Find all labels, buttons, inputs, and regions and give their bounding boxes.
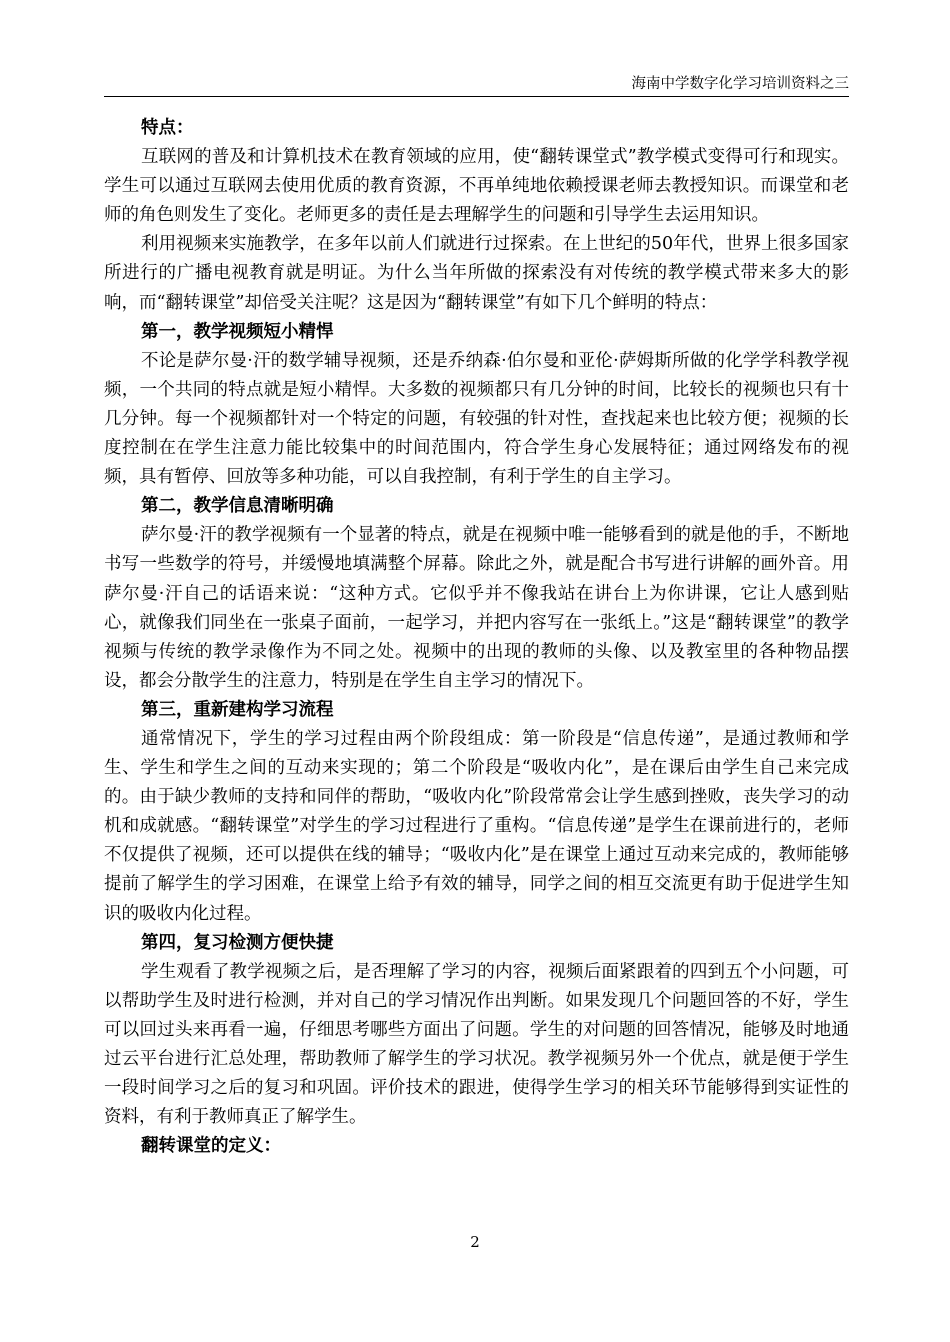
paragraph-fourth: 学生观看了教学视频之后，是否理解了学习的内容，视频后面紧跟着的四到五个小问题，可以帮助学生及时进行检测，并对自己的学习情况作出判断。如果发现几个问题回答的不好，学生可以回过头来再看一遍，仔细思考哪些方面出了问题。学生的对问题的回答情况，能够及时地通过云平台进行汇总处理，帮助教师了解学生的学习状况。教学视频另外一个优点，就是便于学生一段时间学习之后的复习和巩固。评价技术的跟进，使得学生学习的相关环节能够得到实证性的资料，有利于教师真正了解学生。 <box>104 961 849 1128</box>
section-heading-definition: 翻转课堂的定义： <box>141 1136 281 1157</box>
paragraph-first: 不论是萨尔曼·汗的数学辅导视频，还是乔纳森·伯尔曼和亚伦·萨姆斯所做的化学学科教学视频，一个共同的特点就是短小精悍。大多数的视频都只有几分钟的时间，比较长的视频也只有十几分钟。每一个视频都针对一个特定的问题，有较强的针对性，查找起来也比较方便；视频的长度控制在在学生注意力能比较集中的时间范围内，符合学生身心发展特征；通过网络发布的视频，具有暂停、回放等多种功能，可以自我控制，有利于学生的自主学习。 <box>104 350 849 488</box>
page-number: 2 <box>470 1233 480 1251</box>
paragraph-intro: 互联网的普及和计算机技术在教育领域的应用，使“翻转课堂式”教学模式变得可行和现实。学生可以通过互联网去使用优质的教育资源，不再单纯地依赖授课老师去教授知识。而课堂和老师的角色则发生了变化。老师更多的责任是去理解学生的问题和引导学生去运用知识。 <box>104 147 849 226</box>
paragraph-third: 通常情况下，学生的学习过程由两个阶段组成：第一阶段是“信息传递”，是通过教师和学生、学生和学生之间的互动来实现的；第二个阶段是“吸收内化”，是在课后由学生自己来完成的。由于缺少教师的支持和同伴的帮助，“吸收内化”阶段常常会让学生感到挫败，丧失学习的动机和成就感。“翻转课堂”对学生的学习过程进行了重构。“信息传递”是学生在课前进行的，老师不仅提供了视频，还可以提供在线的辅导；“吸收内化”是在课堂上通过互动来完成的，教师能够提前了解学生的学习困难，在课堂上给予有效的辅导，同学之间的相互交流更有助于促进学生知识的吸收内化过程。 <box>104 728 849 924</box>
section-heading-fourth: 第四，复习检测方便快捷 <box>141 932 334 953</box>
header-title: 海南中学数字化学习培训资料之三 <box>631 76 849 92</box>
section-heading-second: 第二，教学信息清晰明确 <box>141 496 334 517</box>
section-heading-first: 第一，教学视频短小精悍 <box>141 321 334 342</box>
section-heading-features: 特点： <box>141 118 194 138</box>
paragraph-second: 萨尔曼·汗的教学视频有一个显著的特点，就是在视频中唯一能够看到的就是他的手，不断地书写一些数学的符号，并缓慢地填满整个屏幕。除此之外，就是配合书写进行讲解的画外音。用萨尔曼·汗自己的话语来说：“这种方式。它似乎并不像我站在讲台上为你讲课，它让人感到贴心，就像我们同坐在一张桌子面前，一起学习，并把内容写在一张纸上。”这是“翻转课堂”的教学视频与传统的教学录像作为不同之处。视频中的出现的教师的头像、以及教室里的各种物品摆设，都会分散学生的注意力，特别是在学生自主学习的情况下。 <box>104 525 849 691</box>
document-body <box>104 114 849 1161</box>
paragraph-video-history: 利用视频来实施教学，在多年以前人们就进行过探索。在上世纪的50年代，世界上很多国家所进行的广播电视教育就是明证。为什么当年所做的探索没有对传统的教学模式带来多大的影响，而“翻转课堂”却倍受关注呢？这是因为“翻转课堂”有如下几个鲜明的特点： <box>104 234 849 313</box>
page-header <box>104 74 849 97</box>
section-heading-third: 第三，重新建构学习流程 <box>141 699 334 720</box>
